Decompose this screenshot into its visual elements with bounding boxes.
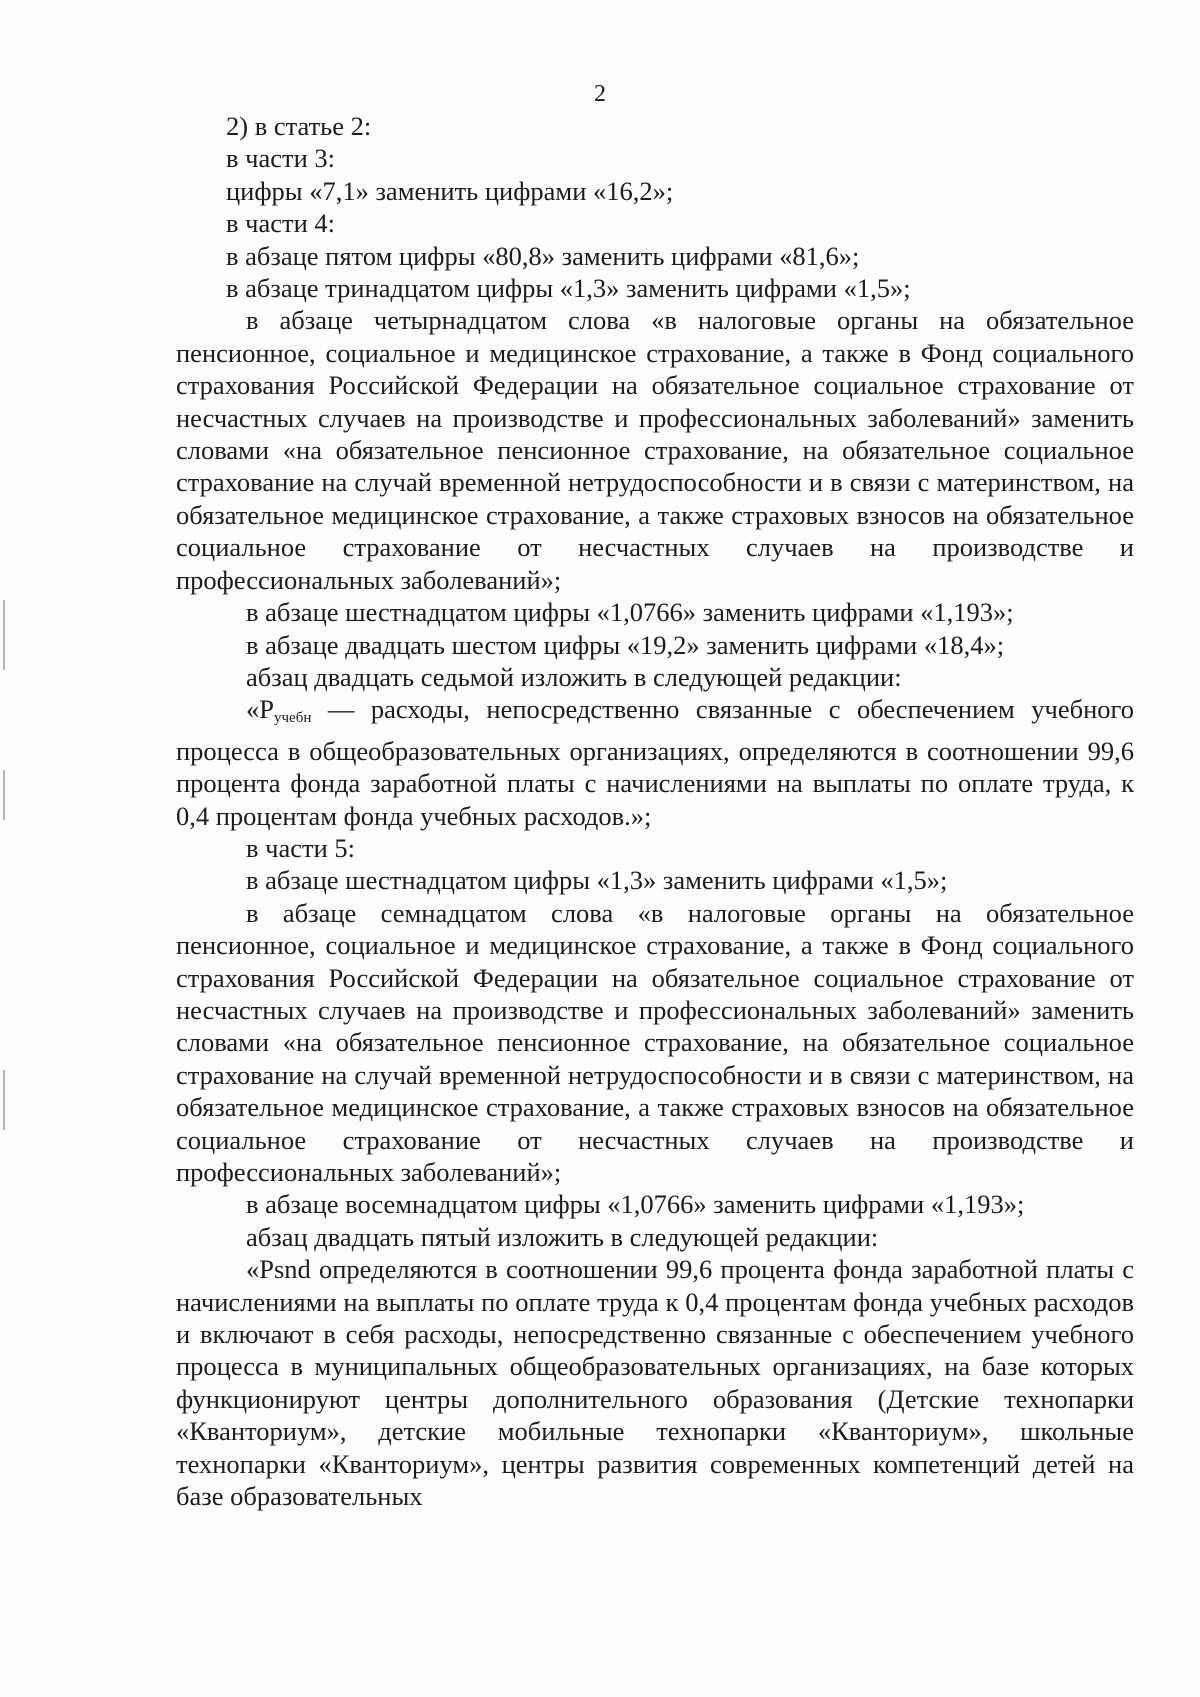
scan-edge-mark <box>3 770 5 820</box>
paragraph: в абзаце восемнадцатом цифры «1,0766» заменить цифрами «1,193»; <box>246 1189 1025 1220</box>
paragraph: абзац двадцать седьмой изложить в следующей редакции: <box>246 661 902 692</box>
paragraph: в абзаце семнадцатом слова «в налоговые органы на обязательное пенсионное, социальное и медицинское страхование, а также в Фонд социального страхования Российской Федерации на обязательное социальное страхование от несчастных случаев на производстве и профессиональных заболеваний» заменить словами «на обязательное пенсионное страхование, на обязательное социальное страхование на случай временной нетрудоспособности и в связи с материнством, на обязательное медицинское страхование, а также страховых взносов на обязательное социальное страхование от несчастных случаев на производстве и профессиональных заболеваний»; <box>176 897 1134 1187</box>
paragraph: в абзаце четырнадцатом слова «в налоговые органы на обязательное пенсионное, социальное и медицинское страхование, а также в Фонд социального страхования Российской Федерации на обязательное социальное страхование от несчастных случаев на производстве и профессиональных заболеваний» заменить словами «на обязательное пенсионное страхование, на обязательное социальное страхование на случай временной нетрудоспособности и в связи с материнством, на обязательное медицинское страхование, а также страховых взносов на обязательное социальное страхование от несчастных случаев на производстве и профессиональных заболеваний»; <box>176 305 1134 595</box>
paragraph: в части 5: <box>246 832 355 863</box>
paragraph: абзац двадцать пятый изложить в следующей редакции: <box>246 1221 879 1252</box>
paragraph: в абзаце двадцать шестом цифры «19,2» заменить цифрами «18,4»; <box>246 629 1005 660</box>
scan-edge-mark <box>3 1070 5 1130</box>
document-body <box>176 110 1134 1512</box>
formula-paragraph <box>176 693 1134 832</box>
paragraph: в абзаце пятом цифры «80,8» заменить цифрами «81,6»; <box>226 240 860 271</box>
formula-subscript: учебн <box>274 710 312 727</box>
paragraph: в абзаце шестнадцатом цифры «1,3» заменить цифрами «1,5»; <box>246 865 948 896</box>
formula-symbol: «P <box>246 694 274 725</box>
paragraph: в абзаце тринадцатом цифры «1,3» заменить цифрами «1,5»; <box>226 273 911 304</box>
formula-text: — расходы, непосредственно связанные с обеспечением учебного процесса в общеобразовательных организациях, определяются в соотношении 99,6 процента фонда заработной платы с начислениями на выплаты по оплате труда, к 0,4 процентам фонда учебных расходов.»; <box>176 694 1134 831</box>
paragraph: в части 3: <box>226 143 335 174</box>
paragraph: 2) в статье 2: <box>226 111 372 141</box>
paragraph: в абзаце шестнадцатом цифры «1,0766» заменить цифрами «1,193»; <box>246 597 1014 628</box>
page-number: 2 <box>594 81 606 107</box>
scan-edge-mark <box>3 600 5 670</box>
paragraph: цифры «7,1» заменить цифрами «16,2»; <box>226 175 674 206</box>
paragraph: в части 4: <box>226 208 335 239</box>
paragraph: «Psnd определяются в соотношении 99,6 процента фонда заработной платы с начислениями на выплаты по оплате труда к 0,4 процентам фонда учебных расходов и включают в себя расходы, непосредственно связанные с обеспечением учебного процесса в муниципальных общеобразовательных организациях, на базе которых функционируют центры дополнительного образования (Детские технопарки «Кванториум», детские мобильные технопарки «Кванториум», школьные технопарки «Кванториум», центры развития современных компетенций детей на базе образовательных <box>176 1254 1134 1512</box>
